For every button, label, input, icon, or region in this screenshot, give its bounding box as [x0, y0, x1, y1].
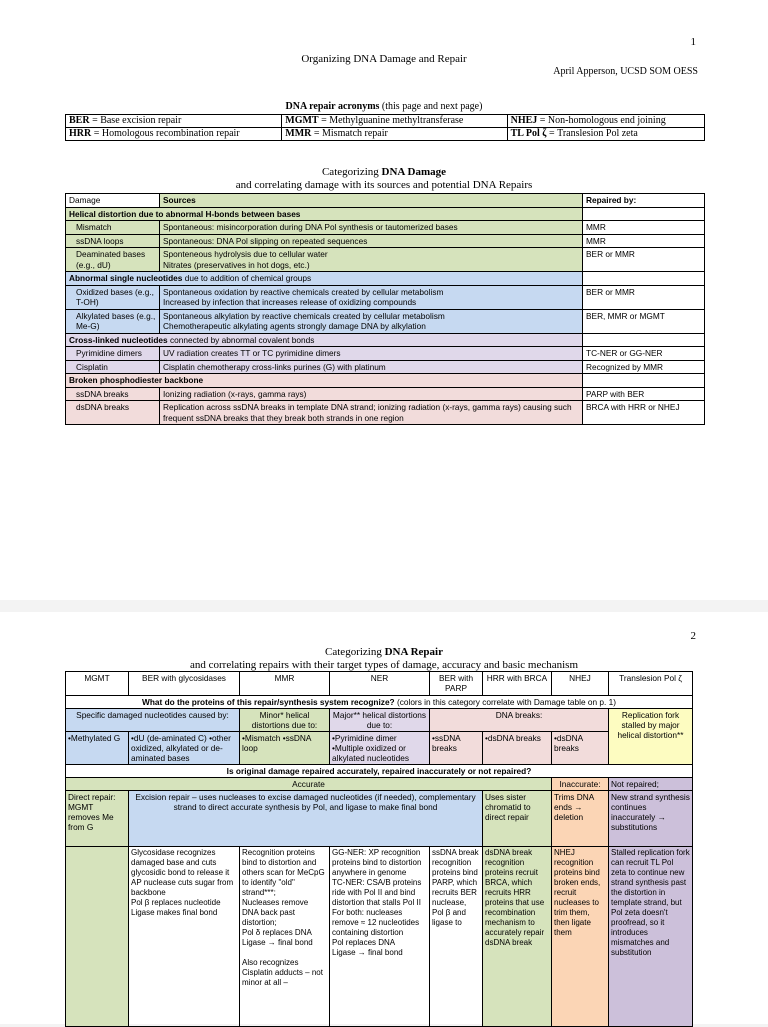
group-title: Cross-linked nucleotides connected by abnormal covalent bonds [66, 333, 583, 347]
table-row: ssDNA loops Spontaneous: DNA Pol slipping on repeated sequences MMR [66, 234, 705, 248]
damage-title: Categorizing DNA Damage [321, 166, 447, 178]
table-row: Alkylated bases (e.g., Me-G) Spontaneous alkylation by reactive chemicals created by cellular metabolism Chemotherapeutic alkylating agents strongly damage DNA by alkylation BER, MMR or MGMT [66, 309, 705, 333]
acronym-cell: TL Pol ζ = Translesion Pol zeta [507, 128, 704, 141]
document-title: Organizing DNA Damage and Repair [301, 53, 467, 65]
question-recognize: What do the proteins of this repair/synthesis system recognize? (colors in this category correlate with Damage table on p. 1) [66, 696, 693, 709]
acronym-cell: HRR = Homologous recombination repair [66, 128, 282, 141]
header-damage: Damage [66, 194, 160, 208]
col-translesion: Translesion Pol ζ [609, 672, 693, 696]
page-number: 2 [690, 630, 696, 642]
repair-title: Categorizing DNA Repair [325, 646, 443, 658]
col-mmr: MMR [240, 672, 330, 696]
group-title: Helical distortion due to abnormal H-bonds between bases [66, 207, 583, 221]
acronyms-heading: DNA repair acronyms (this page and next page) [285, 101, 483, 112]
acronyms-table [65, 114, 705, 141]
col-nhej: NHEJ [552, 672, 609, 696]
page-number: 1 [690, 36, 696, 48]
col-mgmt: MGMT [66, 672, 129, 696]
table-row: Deaminated bases (e.g., dU) Sponteneous hydrolysis due to cellular water Nitrates (preservatives in hot dogs, etc.) BER or MMR [66, 248, 705, 272]
table-row: Cisplatin Cisplatin chemotherapy cross-links purines (G) with platinum Recognized by MMR [66, 360, 705, 374]
acronym-cell: MMR = Mismatch repair [282, 128, 507, 141]
question-accuracy: Is original damage repaired accurately, repaired inaccurately or not repaired? [66, 765, 693, 778]
table-row: ssDNA breaks Ionizing radiation (x-rays, gamma rays) PARP with BER [66, 387, 705, 401]
col-ber-glycosidases: BER with glycosidases [129, 672, 240, 696]
table-row: Oxidized bases (e.g., T-OH) Spontaneous oxidation by reactive chemicals created by cellular metabolism Increased by infection that increases release of oxidizing compounds BER or MMR [66, 285, 705, 309]
acronym-cell: NHEJ = Non-homologous end joining [507, 115, 704, 128]
acronym-cell: MGMT = Methylguanine methyltransferase [282, 115, 507, 128]
col-ner: NER [330, 672, 430, 696]
header-sources: Sources [160, 194, 583, 208]
group-title: Broken phosphodiester backbone [66, 374, 583, 388]
table-row: Pyrimidine dimers UV radiation creates TT or TC pyrimidine dimers TC-NER or GG-NER [66, 347, 705, 361]
author: April Apperson, UCSD SOM OESS [553, 66, 698, 77]
repair-subtitle: and correlating repairs with their target types of damage, accuracy and basic mechanism [190, 659, 578, 671]
group-title: Abnormal single nucleotides due to addition of chemical groups [66, 272, 583, 286]
header-repaired-by: Repaired by: [583, 194, 705, 208]
acronym-cell: BER = Base excision repair [66, 115, 282, 128]
damage-subtitle: and correlating damage with its sources and potential DNA Repairs [235, 179, 533, 191]
table-row: dsDNA breaks Replication across ssDNA breaks in template DNA strand; ionizing radiation (x-rays, gamma rays) causing such frequent ssDNA breaks that they break both strands in one region BRCA with HRR or NHEJ [66, 401, 705, 425]
damage-table [65, 193, 705, 425]
repair-table: MGMT BER with glycosidases MMR NER BER with PARP HRR with BRCA NHEJ Translesion Pol ζ What do the proteins of this repair/synthesis system recognize? (colors in this category correlate with Damage table on p. 1) Specific damaged nucleotides caused by: Minor* helical distortions due to: Major** helical distortions due to: DNA breaks: Replication fork stalled by major helical distortion** •Methylated G •dU (de-aminated C) •other oxidized, alkylated or de-aminated bases •Mismatch •ssDNA loop •Pyrimidine dimer •Multiple oxidized or alkylated nucleotides •ssDNA breaks •dsDNA breaks •dsDNA breaks Is original damage repaired accurately, repaired inaccurately or not repaired? Accurate Inaccurate: Not repaired; Direct repair: MGMT removes Me from G Excision repair – uses nucleases to excise damaged nucleotides (if needed), complementary strand to direct accurate synthesis by Pol, and ligase to make final bond Uses sister chromatid to direct repair Trims DNA ends → deletion New strand synthesis continues inaccurately → substitutions Glycosidase recognizes damaged base and cuts glycosidic bond to release it AP nuclease cuts sugar from backbone Pol β replaces nucleotide Ligase makes final bond Recognition proteins bind to distortion and others scan for MeCpG to identify "old" strand***; Nucleases remove DNA back past distortion; Pol δ replaces DNA Ligase → final bond Also recognizes Cisplatin adducts – not minor at all – GG-NER: XP recognition proteins bind to distortion anywhere in genome TC-NER: CSA/B proteins ride with Pol II and bind distortion that stalls Pol II For both: nucleases remove ≈ 12 nucleotides containing distortion Pol replaces DNA Ligase → final bond ssDNA break recognition proteins bind PARP, which recruits BER nuclease, Pol β and ligase to dsDNA break recognition proteins recruit BRCA, which recruits HRR proteins that use recombination mechanism to accurately repair dsDNA break NHEJ recognition proteins bind broken ends, recruit nucleases to trim them, then ligate them Stalled replication fork can recruit TL Pol zeta to continue new strand synthesis past the distortion in template strand, but Pol zeta doesn't proofread, so it introduces mismatches and substitution [65, 671, 693, 1027]
col-ber-parp: BER with PARP [430, 672, 483, 696]
col-hrr-brca: HRR with BRCA [483, 672, 552, 696]
table-row: Mismatch Spontaneous: misincorporation during DNA Pol synthesis or tautomerized bases MMR [66, 221, 705, 235]
